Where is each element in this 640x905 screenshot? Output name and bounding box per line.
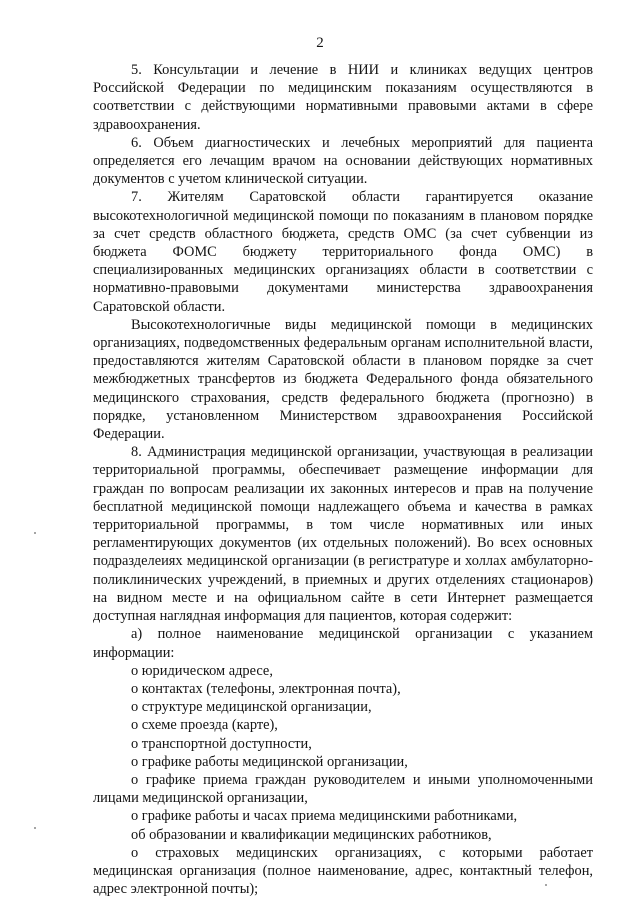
list-item: о графике работы и часах приема медицинскими работниками,	[131, 808, 518, 825]
document-body	[93, 61, 593, 898]
list-item: о структуре медицинской организации,	[131, 699, 372, 716]
list-item: о графике приема граждан руководителем и иными уполномоченными лицами медицинской организации,	[93, 771, 593, 807]
paragraph-5: 5. Консультации и лечение в НИИ и клиниках ведущих центров Российской Федерации по медицинским показаниям осуществляются в соответствии с действующими нормативными правовыми актами в сфере здравоохранения.	[93, 62, 593, 133]
paragraph-7: 7. Жителям Саратовской области гарантируется оказание высокотехнологичной медицинской помощи по показаниям в плановом порядке за счет средств областного бюджета, средств ОМС (за счет субвенции из бюджета ФОМС бюджету территориального фонда ОМС) в специализированных медицинских организациях области в соответствии с нормативно-правовыми документами министерства здравоохранения Саратовской области.	[93, 189, 593, 315]
page-number: 2	[316, 35, 324, 51]
list-item: о транспортной доступности,	[131, 735, 312, 752]
list-item: о страховых медицинских организациях, с которыми работает медицинская организация (полное наименование, адрес, контактный телефон, адрес электронной почты);	[93, 844, 593, 898]
paragraph-6: 6. Объем диагностических и лечебных мероприятий для пациента определяется его лечащим врачом на основании действующих нормативных документов с учетом клинической ситуации.	[93, 134, 593, 188]
list-item: о юридическом адресе,	[131, 662, 273, 679]
list-item: о графике работы медицинской организации,	[131, 753, 408, 770]
scan-speck	[545, 884, 547, 886]
list-item: о контактах (телефоны, электронная почта),	[131, 680, 401, 697]
scan-speck	[34, 532, 36, 534]
list-item: о схеме проезда (карте),	[131, 717, 278, 734]
paragraph-8: 8. Администрация медицинской организации, участвующая в реализации территориальной программы, обеспечивает размещение информации для граждан по вопросам реализации их законных интересов и прав на получение бесплатной медицинской помощи надлежащего объема и качества в рамках территориальной программы, в том числе нормативных или иных регламентирующих документов (их отдельных положений). Во всех основных подразделеиях медицинской организации (в регистратуре и холлах амбулаторно-поликлинических учреждений, в приемных и других отделениях стационаров) на видном месте и на официальном сайте в сети Интернет размещается доступная наглядная информация для пациентов, которая содержит:	[93, 444, 593, 625]
list-item: об образовании и квалификации медицинских работников,	[131, 826, 492, 843]
scan-speck	[34, 827, 36, 829]
paragraph-high-tech-care: Высокотехнологичные виды медицинской помощи в медицинских организациях, подведомственных федеральным органам исполнительной власти, предоставляются жителям Саратовской области в плановом порядке за счет межбюджетных трансфертов из бюджета Федерального фонда обязательного медицинского страхования, средств федерального бюджета (прогнозно) в порядке, установленном Министерством здравоохранения Российской Федерации.	[93, 316, 593, 443]
list-item: а) полное наименование медицинской организации с указанием информации:	[93, 626, 593, 661]
